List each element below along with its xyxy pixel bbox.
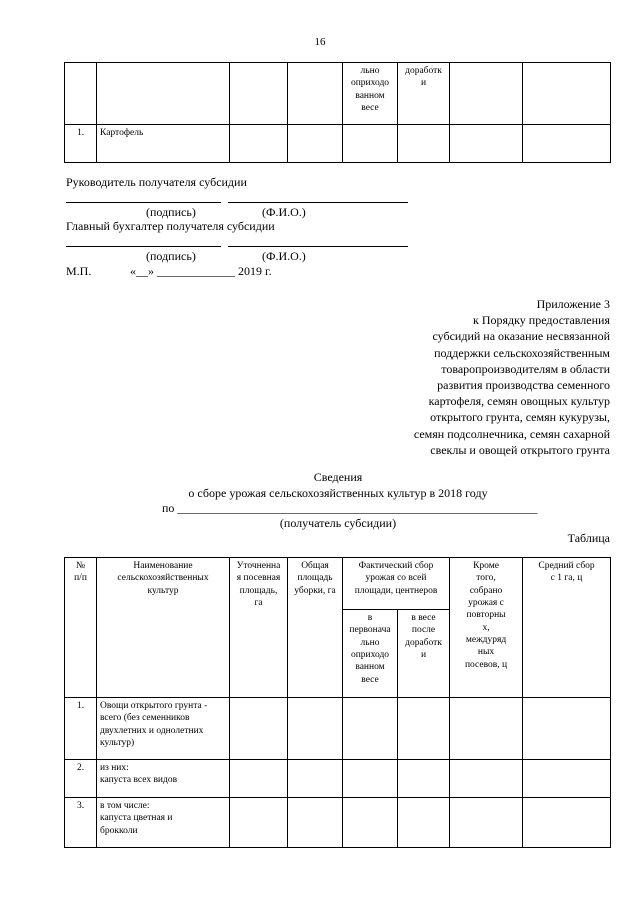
table-cell [230,125,288,163]
top-table-cell [288,63,343,125]
table-cell [230,698,288,760]
header-additional: Кроме того, собрано урожая с повторны х, междуряд ных посевов, ц [450,558,523,698]
name-line [228,246,408,247]
crop-name: Картофель [97,125,230,163]
appendix-line: к Порядку предоставления [472,313,610,328]
header-num: № п/п [65,558,97,698]
table-cell [523,125,611,163]
table-cell [523,760,611,798]
table-row [65,798,611,848]
table-header-row [65,558,611,610]
harvest-table [64,557,611,848]
table-cell [288,760,343,798]
table-row [65,698,611,760]
crop-name: в том числе: капуста цветная и брокколи [97,798,230,848]
appendix-line: семян подсолнечника, семян сахарной [413,426,610,441]
table-cell [343,125,398,163]
accountant-title: Главный бухгалтер получателя субсидии [66,219,275,233]
seal-label: М.П. [66,264,92,278]
crop-name: Овощи открытого грунта - всего (без семенников двухлетних и однолетних культур) [97,698,230,760]
crop-name: из них: капуста всех видов [97,760,230,798]
page-number: 16 [314,36,326,48]
header-clarified-area: Уточненна я посевная площадь, га [230,558,288,698]
top-table-cell [97,63,230,125]
header-average-yield: Средний сбор с 1 га, ц [523,558,611,698]
appendix-line: свеклы и овощей открытого грунта [430,442,610,457]
appendix-line: Приложение 3 [536,297,610,311]
appendix-header [350,296,610,458]
report-subtitle: о сборе урожая сельскохозяйственных культур в 2018 году [188,486,488,500]
table-cell [398,760,450,798]
table-cell [230,798,288,848]
table-cell [450,698,523,760]
head-title: Руководитель получателя субсидии [66,175,247,189]
appendix-line: развития производства семенного [437,378,610,393]
name-label: (Ф.И.О.) [262,249,306,263]
row-number: 3. [65,798,97,848]
table-cell [523,798,611,848]
recipient-caption: (получатель субсидии) [279,516,397,530]
table-cell [288,698,343,760]
table-cell [398,698,450,760]
signature-line [66,202,221,203]
header-actual-harvest: Фактический сбор урожая со всей площади, центнеров [343,558,450,610]
table-cell [343,760,398,798]
row-number: 1. [65,698,97,760]
row-number: 2. [65,760,97,798]
signature-line [66,246,221,247]
appendix-line: поддержки сельскохозяйственным [434,345,610,360]
appendix-line: товаропроизводителям в области [441,361,610,376]
top-table-cell [65,63,97,125]
table-cell [343,698,398,760]
date-line: «__» _____________ 2019 г. [130,264,272,278]
table-cell [450,798,523,848]
table-cell [450,125,523,163]
table-row [65,760,611,798]
row-number: 1. [65,125,97,163]
top-table [64,62,611,163]
header-total-area: Общая площадь уборки, га [288,558,343,698]
recipient-line: по ____________________________________________________________ [162,501,538,515]
top-table-after-processing-header: доработк и [398,63,450,125]
table-cell [288,798,343,848]
table-label: Таблица [567,531,610,545]
top-table-initial-weight-header: льно оприходо ванном весе [343,63,398,125]
table-row [65,125,611,163]
report-title: Сведения [313,470,363,484]
signature-label: (подпись) [146,249,196,263]
header-after-processing: в весе после доработк и [398,610,450,698]
name-label: (Ф.И.О.) [262,205,306,219]
appendix-line: открытого грунта, семян кукурузы, [430,410,610,425]
appendix-line: субсидий на оказание несвязанной [432,329,610,344]
top-table-header-row [65,63,611,125]
table-cell [230,760,288,798]
table-cell [450,760,523,798]
signature-label: (подпись) [146,205,196,219]
top-table-cell [523,63,611,125]
top-table-cell [450,63,523,125]
header-crop: Наименование сельскохозяйственных культур [97,558,230,698]
appendix-line: картофеля, семян овощных культур [428,394,610,409]
header-initial-weight: в первонача льно оприходо ванном весе [343,610,398,698]
table-cell [398,125,450,163]
table-cell [343,798,398,848]
table-cell [523,698,611,760]
top-table-cell [230,63,288,125]
table-cell [398,798,450,848]
table-cell [288,125,343,163]
name-line [228,202,408,203]
